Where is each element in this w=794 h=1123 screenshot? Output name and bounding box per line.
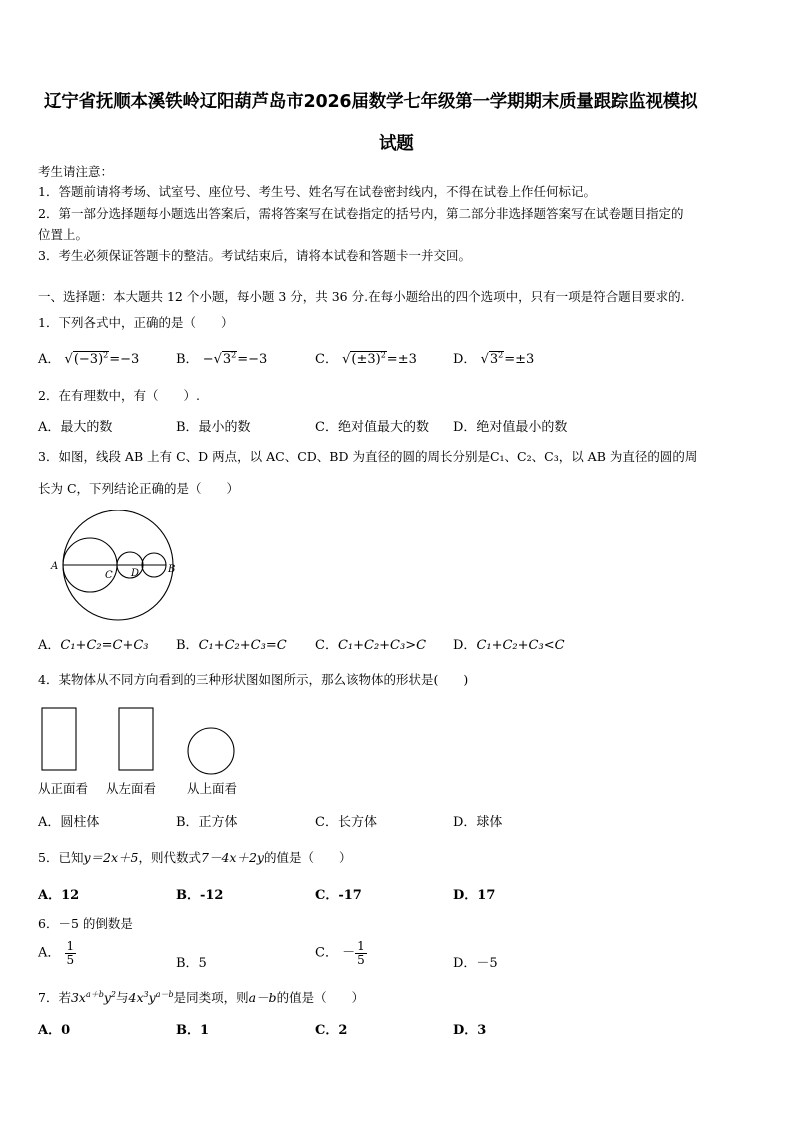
notice-item-2: 2．第一部分选择题每小题选出答案后，需将答案写在试卷指定的括号内，第二部分非选择题答案写在试卷题目指定的 bbox=[38, 206, 684, 221]
q3-option-c[interactable] bbox=[315, 634, 426, 653]
q7-term2: $4x^3y^{a-b}$ bbox=[128, 989, 174, 1005]
q3-option-a-label: A． bbox=[38, 638, 61, 653]
q1-option-c-label: C． bbox=[315, 352, 338, 367]
notice-item-2-cont: 位置上。 bbox=[38, 227, 89, 242]
q6-option-d[interactable]: D．－5 bbox=[453, 956, 498, 971]
q7-stem bbox=[38, 988, 364, 1006]
q3-option-b-label: B． bbox=[176, 638, 199, 653]
point-b-label: B bbox=[168, 564, 176, 575]
q4-stem: 4．某物体从不同方向看到的三种形状图如图所示，那么该物体的形状是( ) bbox=[38, 672, 469, 687]
point-a-label: A bbox=[51, 561, 59, 572]
q3-stem-line2: 长为 C，下列结论正确的是（ ） bbox=[38, 481, 240, 496]
q6-option-a-label: A． bbox=[38, 945, 61, 961]
q5-option-a[interactable]: A．12 bbox=[38, 888, 80, 903]
q3-option-d-expr: C₁+C₂+C₃<C bbox=[476, 638, 565, 653]
q4-option-a[interactable]: A．圆柱体 bbox=[38, 815, 100, 830]
q1-option-d[interactable] bbox=[453, 348, 534, 367]
top-view-circle bbox=[185, 726, 237, 778]
section-heading: 一、选择题：本大题共 12 个小题，每小题 3 分，共 36 分.在每小题给出的四个选项中，只有一项是符合题目要求的. bbox=[38, 289, 685, 304]
q1-option-b[interactable] bbox=[176, 348, 267, 367]
q3-option-c-expr: C₁+C₂+C₃>C bbox=[337, 638, 427, 653]
q4-option-d[interactable]: D．球体 bbox=[453, 815, 503, 830]
q5-option-b[interactable]: B．-12 bbox=[176, 888, 224, 903]
q3-option-a-expr: C₁+C₂=C+C₃ bbox=[60, 638, 149, 653]
q1-option-c-expr: $√(\pm 3)^2=\pm 3$ bbox=[342, 350, 417, 367]
q1-d-rhs: =±3 bbox=[504, 352, 535, 367]
q3-option-d[interactable] bbox=[453, 634, 565, 653]
notice-item-3: 3．考生必须保证答题卡的整洁。考试结束后，请将本试卷和答题卡一并交回。 bbox=[38, 248, 471, 263]
q1-option-b-label: B． bbox=[176, 352, 199, 367]
q6-option-b[interactable]: B．5 bbox=[176, 956, 207, 971]
q2-option-a[interactable]: A．最大的数 bbox=[38, 420, 113, 435]
left-view-label: 从左面看 bbox=[106, 781, 157, 796]
q7-option-d[interactable]: D．3 bbox=[453, 1023, 487, 1038]
q6-a-denominator: 5 bbox=[66, 952, 75, 967]
q5-stem-mid: ，则代数式 bbox=[138, 850, 201, 865]
q5-given-equation: y＝2x＋5 bbox=[83, 850, 139, 865]
q7-stem-end: 的值是（ ） bbox=[276, 990, 365, 1005]
point-c-label: C bbox=[105, 570, 113, 581]
q6-c-denominator: 5 bbox=[357, 952, 365, 967]
left-view-rectangle bbox=[117, 706, 157, 772]
q7-stem-pre: 7．若 bbox=[38, 990, 71, 1005]
point-d-label: D bbox=[131, 568, 140, 579]
q1-c-rhs: =±3 bbox=[386, 352, 417, 367]
notice-heading: 考生请注意： bbox=[38, 164, 114, 179]
q6-option-c-label: C． bbox=[315, 945, 338, 961]
q3-option-d-label: D． bbox=[453, 638, 477, 653]
q6-c-numerator: 1 bbox=[357, 939, 365, 953]
q7-option-b[interactable]: B．1 bbox=[176, 1023, 210, 1038]
q1-option-a[interactable] bbox=[38, 348, 139, 367]
q3-option-c-label: C． bbox=[315, 638, 338, 653]
front-view-label: 从正面看 bbox=[38, 781, 89, 796]
q2-option-b[interactable]: B．最小的数 bbox=[176, 420, 251, 435]
q6-a-numerator: 1 bbox=[66, 939, 75, 953]
q5-stem-pre: 5．已知 bbox=[38, 850, 84, 865]
q6-c-fraction bbox=[355, 940, 367, 966]
q1-a-rhs: =−3 bbox=[109, 352, 140, 367]
q5-stem bbox=[38, 848, 352, 866]
q7-term1: $3x^{a+b}y^2$ bbox=[70, 989, 117, 1005]
q6-stem: 6．－5 的倒数是 bbox=[38, 916, 133, 931]
q6-a-fraction bbox=[65, 940, 77, 966]
q1-option-a-expr: $√(-3)^2=-3$ bbox=[64, 350, 140, 367]
q3-circle-figure bbox=[48, 510, 188, 622]
page-title-line2: 试题 bbox=[379, 134, 414, 154]
q3-option-a[interactable] bbox=[38, 634, 149, 653]
q1-option-d-label: D． bbox=[453, 352, 477, 367]
q1-option-b-expr: $-√3^2=-3$ bbox=[202, 350, 268, 367]
q1-b-rhs: =−3 bbox=[237, 352, 268, 367]
q5-expression: 7－4x＋2y bbox=[201, 850, 264, 865]
top-view-label: 从上面看 bbox=[187, 781, 238, 796]
q7-stem-post: 是同类项，则 bbox=[173, 990, 249, 1005]
q7-ask-expression: a－b bbox=[248, 990, 277, 1005]
q7-option-c[interactable]: C．2 bbox=[315, 1023, 348, 1038]
q1-stem: 1．下列各式中，正确的是（ ） bbox=[38, 315, 234, 330]
page-title-line1: 辽宁省抚顺本溪铁岭辽阳葫芦岛市2026届数学七年级第一学期期末质量跟踪监视模拟 bbox=[44, 92, 698, 112]
q3-option-b[interactable] bbox=[176, 634, 287, 653]
q7-stem-mid: 与 bbox=[116, 990, 129, 1005]
q3-stem-line1: 3．如图，线段 AB 上有 C、D 两点，以 AC、CD、BD 为直径的圆的周长分别是C₁、C₂、C₃，以 AB 为直径的圆的周 bbox=[38, 449, 698, 464]
q4-option-b[interactable]: B．正方体 bbox=[176, 815, 238, 830]
q5-stem-post: 的值是（ ） bbox=[263, 850, 352, 865]
q6-c-sign: － bbox=[342, 945, 356, 961]
q6-option-a[interactable] bbox=[38, 940, 76, 966]
q4-option-c[interactable]: C．长方体 bbox=[315, 815, 377, 830]
q1-option-a-label: A． bbox=[38, 352, 61, 367]
q1-option-d-expr: $√3^2=\pm 3$ bbox=[480, 350, 535, 367]
front-view-rectangle bbox=[40, 706, 80, 772]
q5-option-d[interactable]: D．17 bbox=[453, 888, 496, 903]
q5-option-c[interactable]: C．-17 bbox=[315, 888, 362, 903]
q3-option-b-expr: C₁+C₂+C₃=C bbox=[198, 638, 287, 653]
q2-stem: 2．在有理数中，有（ ）. bbox=[38, 388, 200, 403]
q2-option-c[interactable]: C．绝对值最大的数 bbox=[315, 420, 429, 435]
q1-option-c[interactable] bbox=[315, 348, 417, 367]
q2-option-d[interactable]: D．绝对值最小的数 bbox=[453, 420, 568, 435]
q7-option-a[interactable]: A．0 bbox=[38, 1023, 71, 1038]
notice-item-1: 1．答题前请将考场、试室号、座位号、考生号、姓名写在试卷密封线内，不得在试卷上作任何标记。 bbox=[38, 184, 596, 199]
q6-option-c[interactable] bbox=[315, 940, 367, 966]
